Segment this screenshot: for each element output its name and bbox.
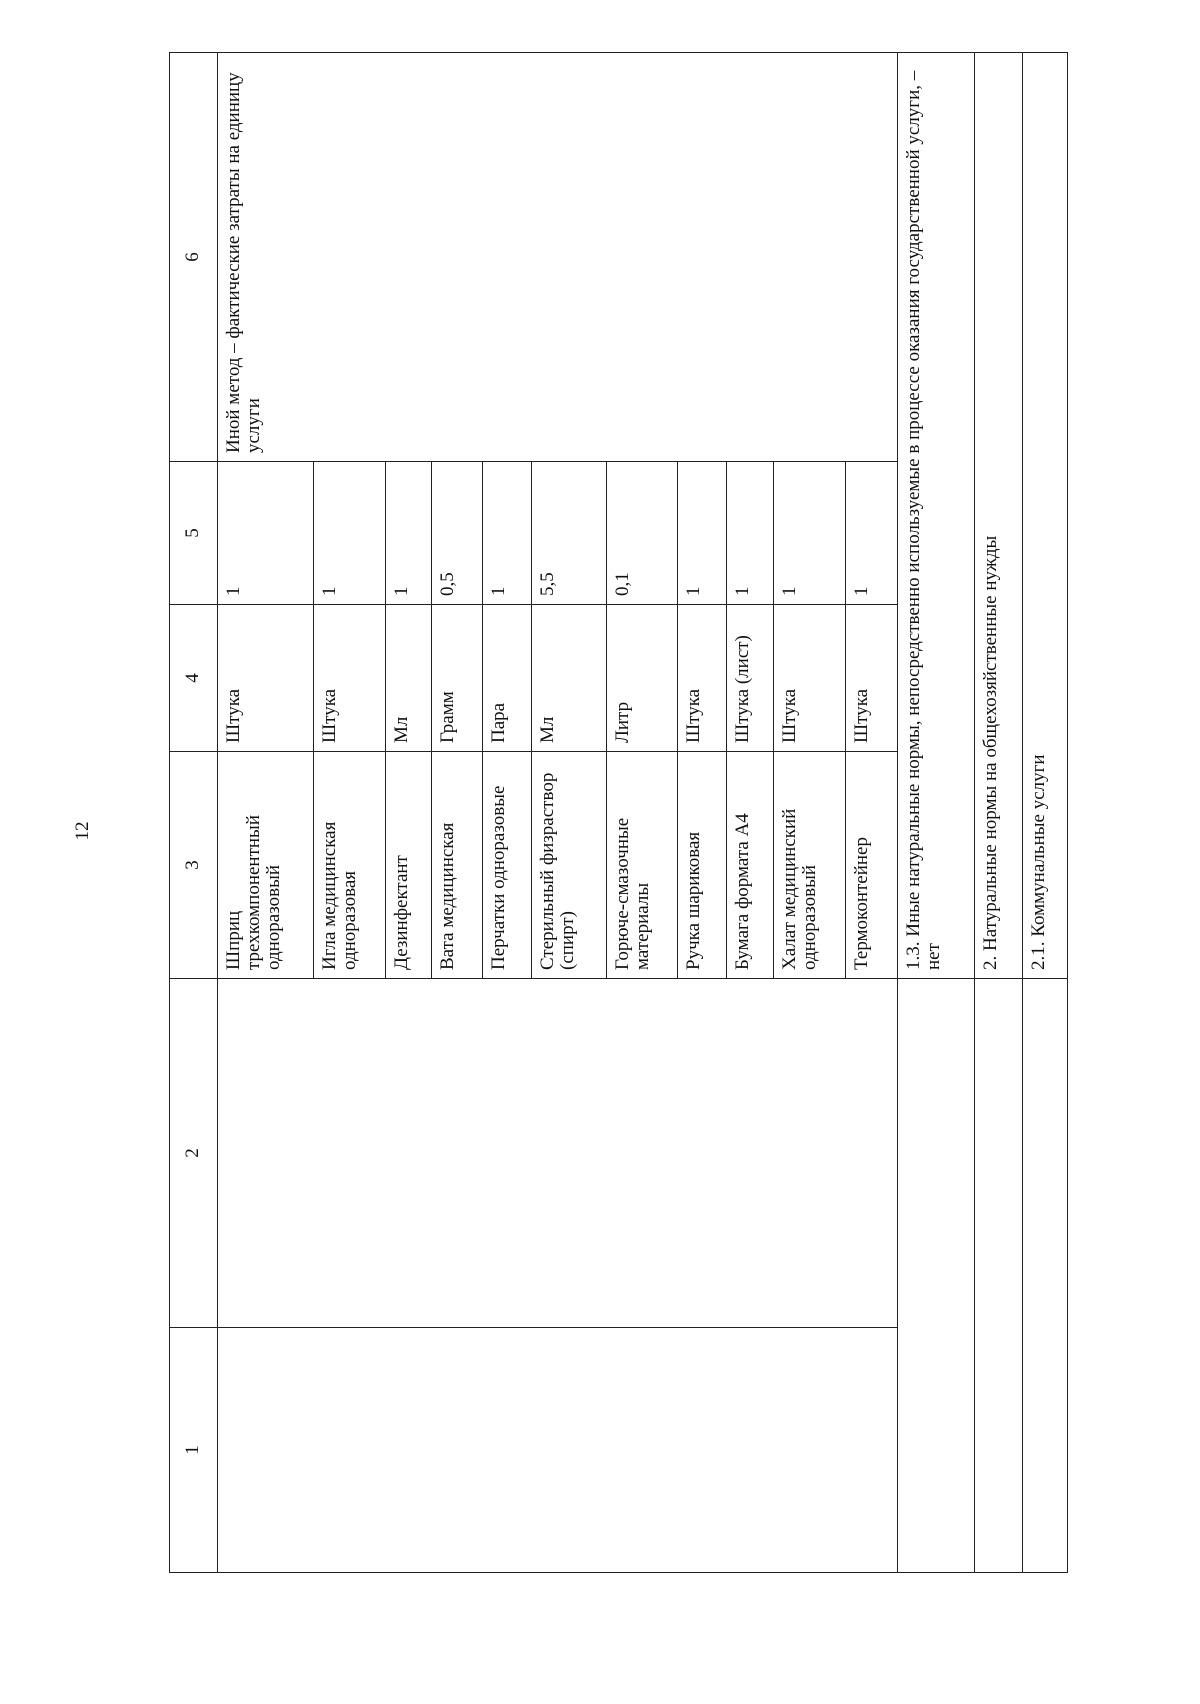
section-row [1023,53,1068,1573]
rotated-table-container [169,53,1068,1573]
item-name: Бумага формата А4 [727,752,774,979]
empty-cell [1023,979,1068,1573]
section-2-1: 2.1. Коммунальные услуги [1023,53,1068,979]
item-unit: Штука [313,605,385,752]
item-unit: Штука [845,605,897,752]
section-row [974,53,1023,1573]
item-unit: Пара [483,605,532,752]
item-value: 1 [677,462,727,605]
item-unit: Мл [531,605,606,752]
norms-table [169,52,1068,1573]
item-unit: Штука [677,605,727,752]
empty-cell [897,979,974,1573]
header-col-4: 4 [170,605,218,752]
item-value: 1 [727,462,774,605]
item-unit: Мл [385,605,432,752]
item-value: 0,5 [432,462,483,605]
item-name: Вата медицинская [432,752,483,979]
item-value: 1 [483,462,532,605]
item-value: 0,1 [606,462,677,605]
section-1-3: 1.3. Иные натуральные нормы, непосредственно используемые в процессе оказания государственной услуги, – нет [897,53,974,979]
item-name: Дезинфектант [385,752,432,979]
section-row [897,53,974,1573]
item-name: Перчатки одноразовые [483,752,532,979]
item-value: 1 [217,462,313,605]
section-2: 2. Натуральные нормы на общехозяйственные нужды [974,53,1023,979]
item-name: Шприц трехкомпонентный одноразовый [217,752,313,979]
item-unit: Литр [606,605,677,752]
method-note: Иной метод – фактические затраты на единицу услуги [217,53,897,462]
item-value: 1 [773,462,845,605]
item-name: Горюче-смазочные материалы [606,752,677,979]
header-col-6: 6 [170,53,218,462]
item-unit: Грамм [432,605,483,752]
table-row [217,53,313,1573]
item-name: Халат медицинский одноразовый [773,752,845,979]
header-col-5: 5 [170,462,218,605]
item-name: Стерильный физраствор (спирт) [531,752,606,979]
item-name: Ручка шариковая [677,752,727,979]
item-unit: Штука [773,605,845,752]
page-number: 12 [72,821,93,841]
item-value: 1 [385,462,432,605]
header-col-2: 2 [170,979,218,1328]
item-value: 1 [313,462,385,605]
item-name: Игла медицинская одноразовая [313,752,385,979]
header-col-3: 3 [170,752,218,979]
header-row [170,53,218,1573]
item-unit: Штука (лист) [727,605,774,752]
header-col-1: 1 [170,1328,218,1573]
empty-cell-col-2 [217,979,897,1328]
empty-cell-col-1 [217,1328,897,1573]
item-name: Термоконтейнер [845,752,897,979]
item-unit: Штука [217,605,313,752]
item-value: 1 [845,462,897,605]
empty-cell [974,979,1023,1573]
item-value: 5,5 [531,462,606,605]
